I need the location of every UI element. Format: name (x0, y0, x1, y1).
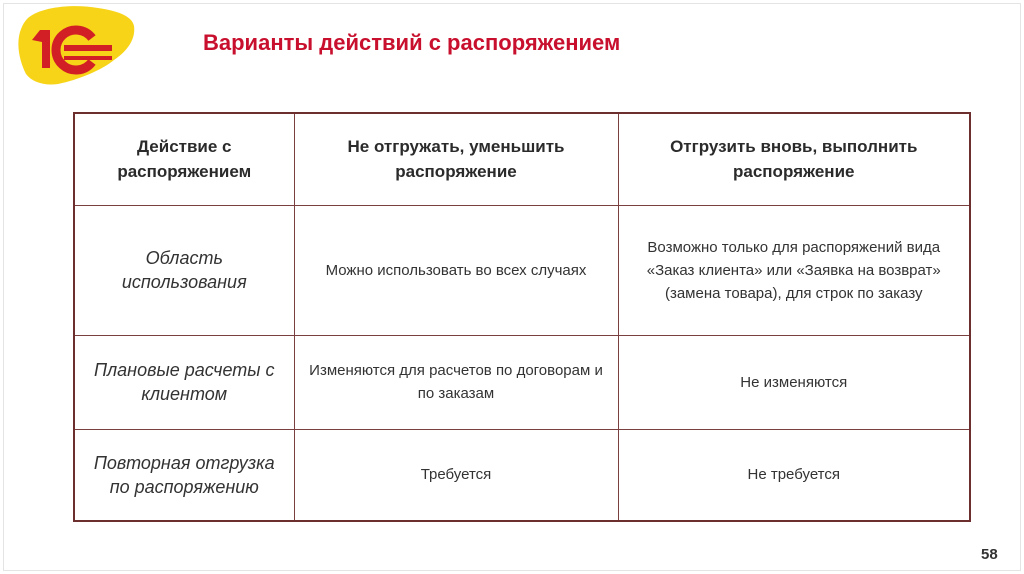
table-cell: Изменяются для расчетов по договорам и по заказам (294, 335, 618, 429)
table-row (74, 335, 970, 429)
row-label-usage-area: Область использования (74, 205, 294, 335)
table-cell: Можно использовать во всех случаях (294, 205, 618, 335)
row-label-repeat-shipment: Повторная отгрузка по распоряжению (74, 429, 294, 521)
column-header-ship-again: Отгрузить вновь, выполнить распоряжение (618, 113, 970, 205)
column-header-action: Действие с распоряжением (74, 113, 294, 205)
page-number: 58 (981, 546, 998, 563)
table-cell: Не изменяются (618, 335, 970, 429)
table-cell: Требуется (294, 429, 618, 521)
table-row (74, 429, 970, 521)
slide-title: Варианты действий с распоряжением (203, 30, 621, 55)
comparison-table (73, 112, 971, 522)
table-header-row (74, 113, 970, 205)
table-cell: Не требуется (618, 429, 970, 521)
table-row (74, 205, 970, 335)
row-label-planned-settlements: Плановые расчеты с клиентом (74, 335, 294, 429)
column-header-do-not-ship: Не отгружать, уменьшить распоряжение (294, 113, 618, 205)
table-cell: Возможно только для распоряжений вида «Заказ клиента» или «Заявка на возврат» (замена товара), для строк по заказу (618, 205, 970, 335)
logo-1c (14, 2, 138, 86)
